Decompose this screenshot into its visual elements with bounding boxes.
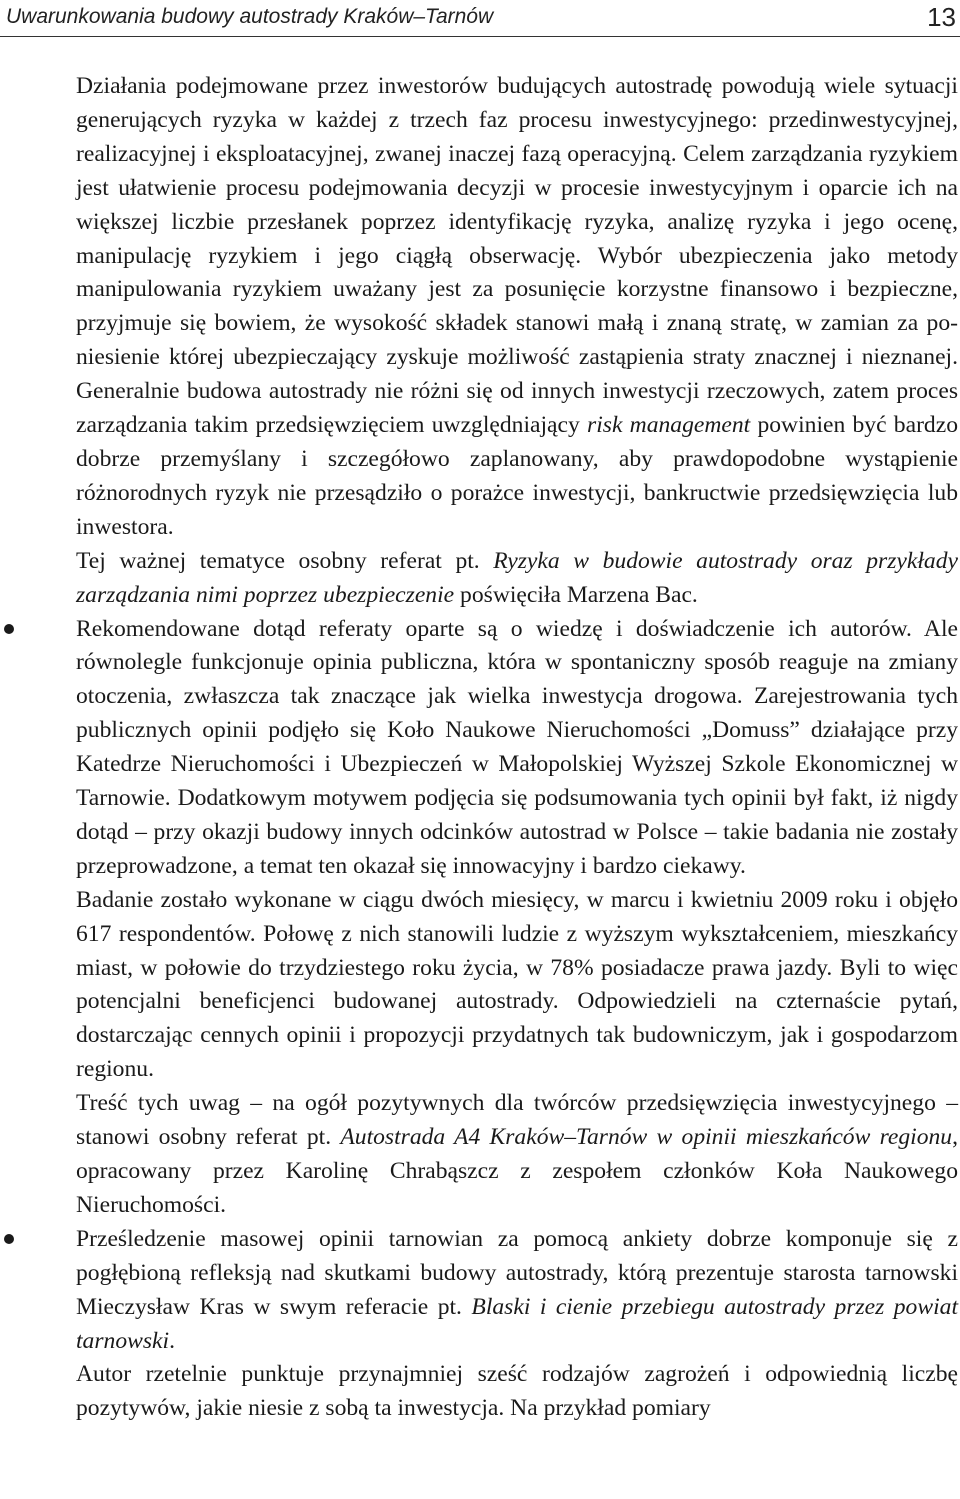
paragraph: Rekomendowane dotąd referaty oparte są o wiedzę i doświadczenie ich autorów. Ale równolegle funkcjonuje opinia publiczna, która w spontaniczny sposób reaguje na zmiany otoczenia, zwłaszcza tak znaczące jak wielka inwestycja drogowa. Zarejestrowania tych publicznych opinii podjęło się Koło Naukowe Nieruchomości „Domuss” działające przy Katedrze Nieruchomości i Ubezpieczeń w Małopolskiej Wyższej Szkole Ekonomicznej w Tarnowie. Dodatkowym motywem podjęcia się podsumowania tych opinii był fakt, iż nigdy dotąd – przy okazji budowy innych odcinków autostrad w Polsce – takie badania nie zostały przeprowadzone, a temat ten okazał się innowacyjny i bardzo ciekawy. [76,615,958,879]
page-number: 13 [927,2,956,32]
paragraph: Prześledzenie masowej opinii tarnowian za pomocą ankiety dobrze komponuje się z pogłębioną refleksją nad skutkami budowy autostrady, którą prezentuje starosta tarnowski Mieczysław Kras w swym referacie pt. Blaski i cienie przebiegu autostrady przez powiat tarnowski. [76,1225,958,1354]
paragraph: Tej ważnej tematyce osobny referat pt. Ryzyka w budowie autostrady oraz przykłady zarządzania nimi poprzez ubezpieczenie poświęciła Marzena Bac. [76,547,958,608]
paragraph: Badanie zostało wykonane w ciągu dwóch miesięcy, w marcu i kwietniu 2009 roku i objęło 617 respondentów. Połowę z nich stanowili ludzie z wyższym wykształceniem, mieszkańcy miast, w połowie do trzydziestego roku życia, w 78% posiadacze prawa jazdy. Byli to więc potencjalni beneficjenci budowanej autostrady. Odpowiedzieli na czternaście pytań, dostarczając cennych opinii i propozycji przydatnych tak budowniczym, jak i gospodarzom regionu. [76,886,958,1083]
page-header [0,0,960,37]
emphasis: risk management [587,412,751,439]
bullet-icon [4,624,14,634]
running-title: Uwarunkowania budowy autostrady Kraków–Tarnów [6,5,494,28]
paragraph: Działania podejmowane przez inwestorów budujących autostradę powodują wiele sytuacji generujących ryzyka w każdej z trzech faz procesu inwestycyjnego: przedinwestycyjnej, realizacyjnej i eksploatacyjnej, zwanej inaczej fazą operacyjną. Celem zarządzania ryzykiem jest ułatwienie procesu podejmowania decyzji w procesie inwestycyjnym i oparcie ich na większej liczbie przesłanek poprzez identyfikację ryzyka, analizę ryzyka i jego ocenę, manipulację ryzykiem i jego ciągłą obserwację. Wybór ubezpieczenia jako metody manipulowania ryzykiem uważany jest za posunięcie korzystne finansowo i bezpieczne, przyjmuje się bowiem, że wysokość składek stanowi małą i znaną stratę, w zamian za poniesienie której ubezpieczający zyskuje możliwość zastąpienia straty znacznej i nieznanej. Generalnie budowa autostrady nie różni się od innych inwestycji rzeczowych, zatem proces zarządzania takim przedsięwzięciem uwzględniający risk management powinien być bardzo dobrze przemyślany i szczegółowo zaplanowany, aby prawdopodobne wystąpienie różnorodnych ryzyk nie przesądziło o porażce inwestycji, bankructwie przedsięwzięcia lub inwestora. [76,73,958,540]
emphasis: Blaski i cienie przebiegu autostrady przez powiat tarnowski [76,1293,958,1354]
body-text [76,70,958,1426]
emphasis: Autostrada A4 Kraków–Tarnów w opinii mieszkańców regionu [340,1124,953,1151]
bullet-item [76,1223,958,1359]
bullet-item [76,613,958,884]
paragraph: Autor rzetelnie punktuje przynajmniej sześć rodzajów zagrożeń i odpowiednią liczbę pozytywów, jakie niesie z sobą ta inwestycja. Na przykład pomiary [76,1361,958,1422]
paragraph: Treść tych uwag – na ogół pozytywnych dla twórców przedsięwzięcia inwestycyjnego – stanowi osobny referat pt. Autostrada A4 Kraków–Tarnów w opinii mieszkańców regionu, opracowany przez Karolinę Chrabąszcz z zespołem członków Koła Naukowego Nieruchomości. [76,1090,959,1218]
emphasis: Ryzyka w budowie autostrady oraz przykłady zarządzania nimi poprzez ubezpieczenie [76,547,958,608]
bullet-icon [4,1234,14,1244]
